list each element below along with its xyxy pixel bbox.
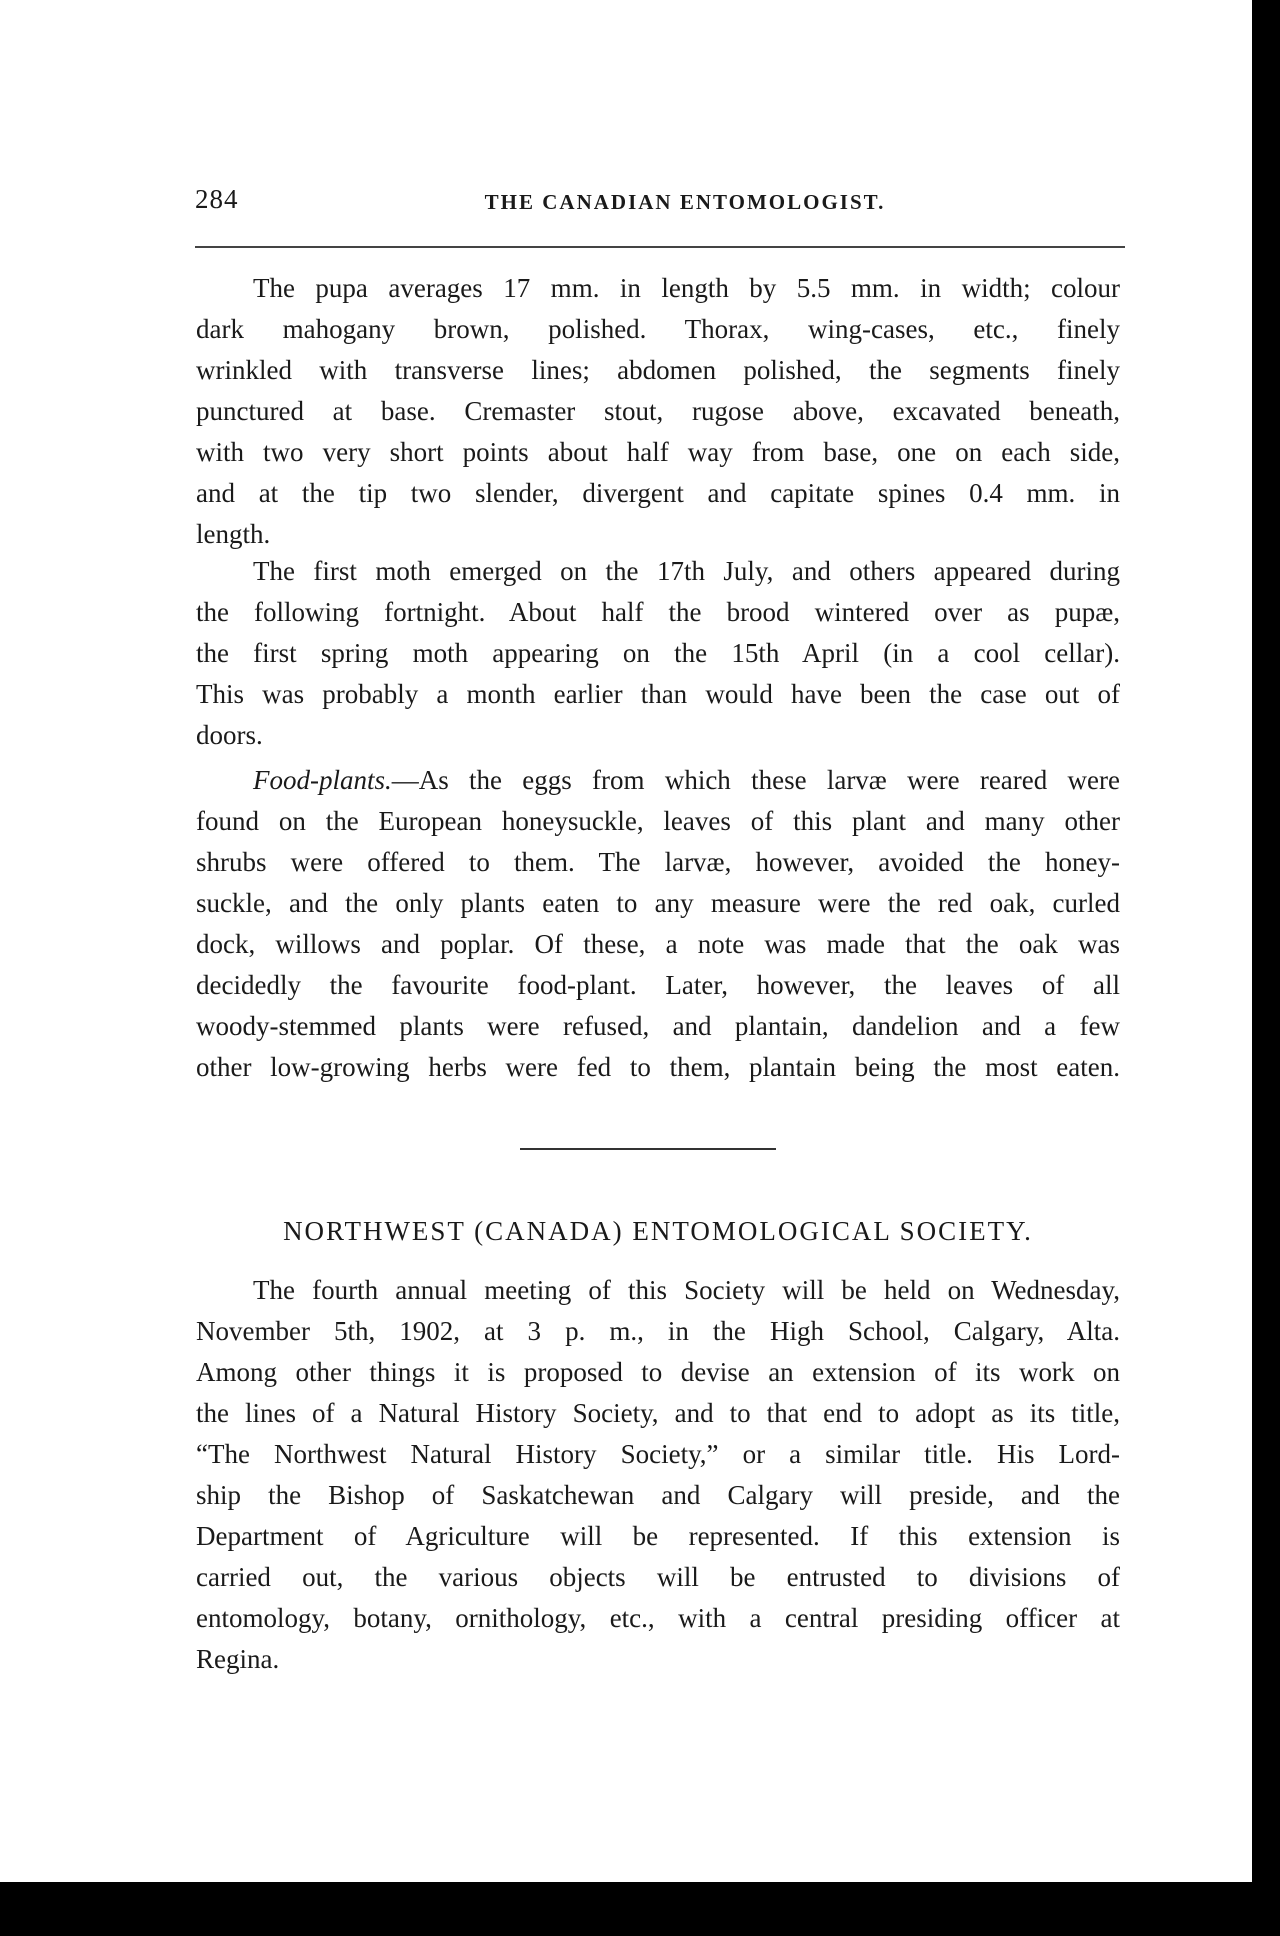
paragraph-line: carried out, the various objects will be entrusted to divisions of [196,1562,1120,1592]
section-heading: NORTHWEST (CANADA) ENTOMOLOGICAL SOCIETY. [283,1216,1033,1246]
paragraph-line: and at the tip two slender, divergent and capitate spines 0.4 mm. in [196,478,1120,508]
paragraph-line: This was probably a month earlier than would have been the case out of [196,679,1120,709]
paragraph-line: the following fortnight. About half the brood wintered over as pupæ, [196,597,1120,627]
paragraph-line: doors. [196,720,263,750]
paragraph-line: The fourth annual meeting of this Society will be held on Wednesday, [253,1275,1120,1305]
paragraph-line: found on the European honeysuckle, leaves of this plant and many other [196,806,1120,836]
paragraph-line: wrinkled with transverse lines; abdomen polished, the segments finely [196,355,1120,385]
running-title: THE CANADIAN ENTOMOLOGIST. [484,190,886,214]
paragraph-line: length. [196,519,271,549]
page-header [195,184,1125,224]
scan-bottom-edge [0,1882,1280,1936]
pupa-paragraph [196,268,1120,555]
food-plants-lead-rest: —As the eggs from which these larvæ were reared were [391,765,1120,795]
paragraph-line: woody-stemmed plants were refused, and plantain, dandelion and a few [196,1011,1120,1041]
food-plants-paragraph [196,760,1120,1088]
paragraph-line: dark mahogany brown, polished. Thorax, wing-cases, etc., finely [196,314,1120,344]
scan-right-edge [1252,0,1280,1936]
paragraph-line: Department of Agriculture will be represented. If this extension is [196,1521,1120,1551]
paragraph-line: the lines of a Natural History Society, and to that end to adopt as its title, [196,1398,1120,1428]
paragraph-line: shrubs were offered to them. The larvæ, however, avoided the honey- [196,847,1120,877]
paragraph-line: Among other things it is proposed to devise an extension of its work on [196,1357,1120,1387]
food-plants-lead: Food-plants. [253,765,392,795]
header-rule [195,246,1125,248]
paragraph-line: dock, willows and poplar. Of these, a note was made that the oak was [196,929,1120,959]
society-paragraph [196,1270,1120,1680]
paragraph-line: suckle, and the only plants eaten to any measure were the red oak, curled [196,888,1120,918]
paragraph-line: other low-growing herbs were fed to them, plantain being the most eaten. [196,1052,1120,1082]
paragraph-line: “The Northwest Natural History Society,” or a similar title. His Lord- [196,1439,1120,1469]
moth-emergence-paragraph [196,551,1120,756]
paragraph-line: punctured at base. Cremaster stout, rugose above, excavated beneath, [196,396,1120,426]
paragraph-line: entomology, botany, ornithology, etc., with a central presiding officer at [196,1603,1120,1633]
paragraph-line [196,760,1120,801]
page-number: 284 [195,184,239,214]
paragraph-line: decidedly the favourite food-plant. Later, however, the leaves of all [196,970,1120,1000]
paragraph-line: ship the Bishop of Saskatchewan and Calgary will preside, and the [196,1480,1120,1510]
paragraph-line: November 5th, 1902, at 3 p. m., in the High School, Calgary, Alta. [196,1316,1120,1346]
paragraph-line: with two very short points about half way from base, one on each side, [196,437,1120,467]
section-divider [520,1148,776,1150]
paragraph-line: the first spring moth appearing on the 15th April (in a cool cellar). [196,638,1120,668]
paragraph-line: The first moth emerged on the 17th July, and others appeared during [253,556,1120,586]
paragraph-line: The pupa averages 17 mm. in length by 5.5 mm. in width; colour [253,273,1120,303]
paragraph-line: Regina. [196,1644,280,1674]
